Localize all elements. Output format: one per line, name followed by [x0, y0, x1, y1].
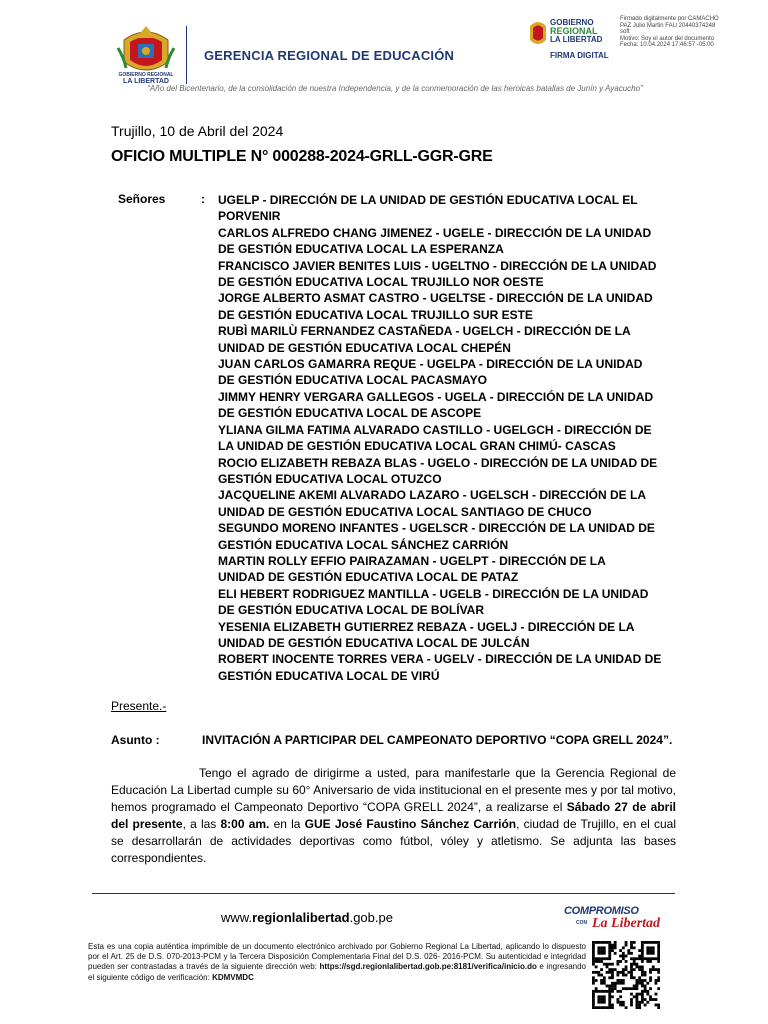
website-link[interactable]: [221, 910, 393, 925]
body-paragraph: [111, 765, 676, 867]
recipient-line: UNIDAD DE GESTIÓN EDUCATIVA LOCAL DE PATAZ: [218, 570, 519, 585]
website-domain: regionlalibertad: [252, 910, 350, 925]
recipient-line: UNIDAD DE GESTIÓN EDUCATIVA LOCAL DE JULCÁN: [218, 635, 530, 650]
recipient-line: FRANCISCO JAVIER BENITES LUIS - UGELTNO - DIRECCIÓN DE LA UNIDAD: [218, 258, 657, 273]
recipient-line: DE GESTIÓN EDUCATIVA LOCAL TRUJILLO SUR ESTE: [218, 307, 533, 322]
event-venue: GUE José Faustino Sánchez Carrión: [304, 817, 517, 831]
header-divider: [186, 26, 187, 84]
oficio-number: OFICIO MULTIPLE N° 000288-2024-GRLL-GGR-GRE: [111, 148, 493, 165]
place-date: Trujillo, 10 de Abril del 2024: [111, 123, 284, 139]
recipient-line: MARTIN ROLLY EFFIO PAIRAZAMAN - UGELPT - DIRECCIÓN DE LA: [218, 553, 606, 568]
event-date: Sábado 27 de abril del presente: [111, 800, 676, 831]
gob-logo-line2: REGIONAL: [550, 26, 598, 36]
gre-title: GERENCIA REGIONAL DE EDUCACIÓN: [204, 48, 455, 63]
recipient-line: DE GESTIÓN EDUCATIVA LOCAL DE ASCOPE: [218, 406, 482, 421]
body-text-3: en la: [269, 817, 305, 831]
signature-line: Motivo: Soy el autor del documento: [620, 35, 715, 42]
recipient-line: LA UNIDAD DE GESTIÓN EDUCATIVA LOCAL GRAN CHIMÚ- CASCAS: [218, 439, 616, 454]
verification-qr-code[interactable]: [592, 941, 660, 1009]
senores-colon: :: [201, 192, 205, 206]
event-time: 8:00 am.: [220, 817, 270, 831]
firma-digital-label: FIRMA DIGITAL: [550, 51, 609, 60]
recipient-line: YLIANA GILMA FATIMA ALVARADO CASTILLO - UGELGCH - DIRECCIÓN DE: [218, 422, 652, 437]
recipient-line: UNIDAD DE GESTIÓN EDUCATIVA LOCAL CHEPÉN: [218, 340, 511, 355]
notice-mid: e ingresando el siguiente código de verificación:: [88, 962, 587, 982]
authenticity-notice: [88, 942, 586, 983]
recipient-line: GESTIÓN EDUCATIVA LOCAL DE VIRÚ: [218, 668, 440, 683]
recipient-line: DE GESTIÓN EDUCATIVA LOCAL DE BOLÍVAR: [218, 603, 485, 618]
recipient-line: PORVENIR: [218, 209, 281, 224]
recipient-line: ROCIO ELIZABETH REBAZA BLAS - UGELO - DIRECCIÓN DE LA UNIDAD DE: [218, 455, 658, 470]
compromiso-logo: [562, 905, 666, 939]
signature-line: Firmado digitalmente por CAMACHO: [620, 16, 719, 22]
regional-coat-of-arms-logo: [114, 18, 178, 88]
asunto-label: Asunto :: [111, 733, 160, 747]
website-suffix: .gob.pe: [349, 910, 393, 925]
recipient-line: CARLOS ALFREDO CHANG JIMENEZ - UGELE - DIRECCIÓN DE LA UNIDAD: [218, 225, 652, 240]
footer-divider: [92, 893, 675, 894]
presente-label: Presente.-: [111, 699, 167, 713]
recipient-line: DE GESTIÓN EDUCATIVA LOCAL TRUJILLO NOR OESTE: [218, 275, 544, 290]
recipient-line: UGELP - DIRECCIÓN DE LA UNIDAD DE GESTIÓN EDUCATIVA LOCAL EL: [218, 193, 638, 207]
recipient-line: SEGUNDO MORENO INFANTES - UGELSCR - DIRECCIÓN DE LA UNIDAD DE: [218, 521, 655, 536]
verification-code: KDMVMDC: [212, 972, 254, 982]
website-prefix: www.: [221, 910, 253, 925]
notice-text: Esta es una copia auténtica imprimible de un documento electrónico archivado por Gobierno Regional La Libertad, aplicando lo dispuesto por el Art. 25 de D.S. 070-2013-PCM y la Tercera Disposición Complementaria Final del D.S. 026- 2016-PCM. Su autenticidad e integridad pueden ser contrastadas a través de la siguiente dirección web:: [88, 942, 586, 972]
recipient-line: ELI HEBERT RODRIGUEZ MANTILLA - UGELB - DIRECCIÓN DE LA UNIDAD: [218, 586, 649, 601]
compromiso-line1: COMPROMISO: [564, 905, 639, 917]
org-name-line2: LA LIBERTAD: [123, 78, 169, 85]
recipient-line: JORGE ALBERTO ASMAT CASTRO - UGELTSE - DIRECCIÓN DE LA UNIDAD: [218, 291, 653, 306]
asunto-text: INVITACIÓN A PARTICIPAR DEL CAMPEONATO DEPORTIVO “COPA GRELL 2024”.: [202, 733, 673, 747]
digital-signature-block: [620, 16, 740, 49]
verification-url[interactable]: https://sgd.regionlalibertad.gob.pe:8181/verifica/inicio.do: [319, 962, 537, 972]
body-text-4: , ciudad de Trujillo, en el cual se desarrollarán de actividades deportivas como fútbol, vóley y atletismo. Se adjunta las bases correspondientes.: [111, 817, 676, 865]
body-text-1: Tengo el agrado de dirigirme a usted, para manifestarle que la Gerencia Regional de Educación La Libertad cumple su 60° Aniversario de vida institucional en el presente mes y por tal motivo, hemos programado el Campeonato Deportivo “COPA GRELL 2024”, a realizarse el: [111, 766, 676, 814]
recipient-line: GESTIÓN EDUCATIVA LOCAL OTUZCO: [218, 471, 442, 486]
signature-line: PAZ Julio Martin FAU 20440374248: [620, 22, 716, 29]
senores-label: Señores: [118, 192, 166, 206]
recipient-line: JIMMY HENRY VERGARA GALLEGOS - UGELA - DIRECCIÓN DE LA UNIDAD: [218, 389, 654, 404]
recipient-line: RUBÌ MARILÙ FERNANDEZ CASTAÑEDA - UGELCH - DIRECCIÓN DE LA: [218, 324, 631, 339]
compromiso-line2: La Libertad: [592, 916, 661, 931]
org-name-line1: GOBIERNO REGIONAL: [118, 72, 174, 78]
recipient-line: ROBERT INOCENTE TORRES VERA - UGELV - DIRECCIÓN DE LA UNIDAD DE: [218, 652, 662, 667]
recipient-line: YESENIA ELIZABETH GUTIERREZ REBAZA - UGELJ - DIRECCIÓN DE LA: [218, 619, 635, 634]
body-text-2: , a las: [182, 817, 221, 831]
gob-logo-line1: GOBIERNO: [550, 18, 594, 27]
recipient-line: JUAN CARLOS GAMARRA REQUE - UGELPA - DIRECCIÓN DE LA UNIDAD: [218, 357, 643, 372]
recipient-line: DE GESTIÓN EDUCATIVA LOCAL LA ESPERANZA: [218, 242, 504, 257]
year-motto: “Año del Bicentenario, de la consolidación de nuestra Independencia, y de la conmemoración de las heroicas batallas de Junín y Ayacucho”: [147, 84, 643, 93]
gob-logo-line3: LA LIBERTAD: [550, 35, 603, 44]
recipient-line: JACQUELINE AKEMI ALVARADO LAZARO - UGELSCH - DIRECCIÓN DE LA: [218, 488, 646, 503]
recipients-list: [218, 192, 662, 684]
recipient-line: DE GESTIÓN EDUCATIVA LOCAL PACASMAYO: [218, 373, 487, 388]
signature-line: soft: [620, 29, 630, 36]
recipient-line: UNIDAD DE GESTIÓN EDUCATIVA LOCAL SANTIAGO DE CHUCO: [218, 504, 592, 519]
compromiso-con: CON: [576, 920, 588, 926]
signature-line: Fecha: 10.04.2024 17:46:57 -05:00: [620, 42, 714, 49]
recipient-line: GESTIÓN EDUCATIVA LOCAL SÁNCHEZ CARRIÓN: [218, 537, 509, 552]
